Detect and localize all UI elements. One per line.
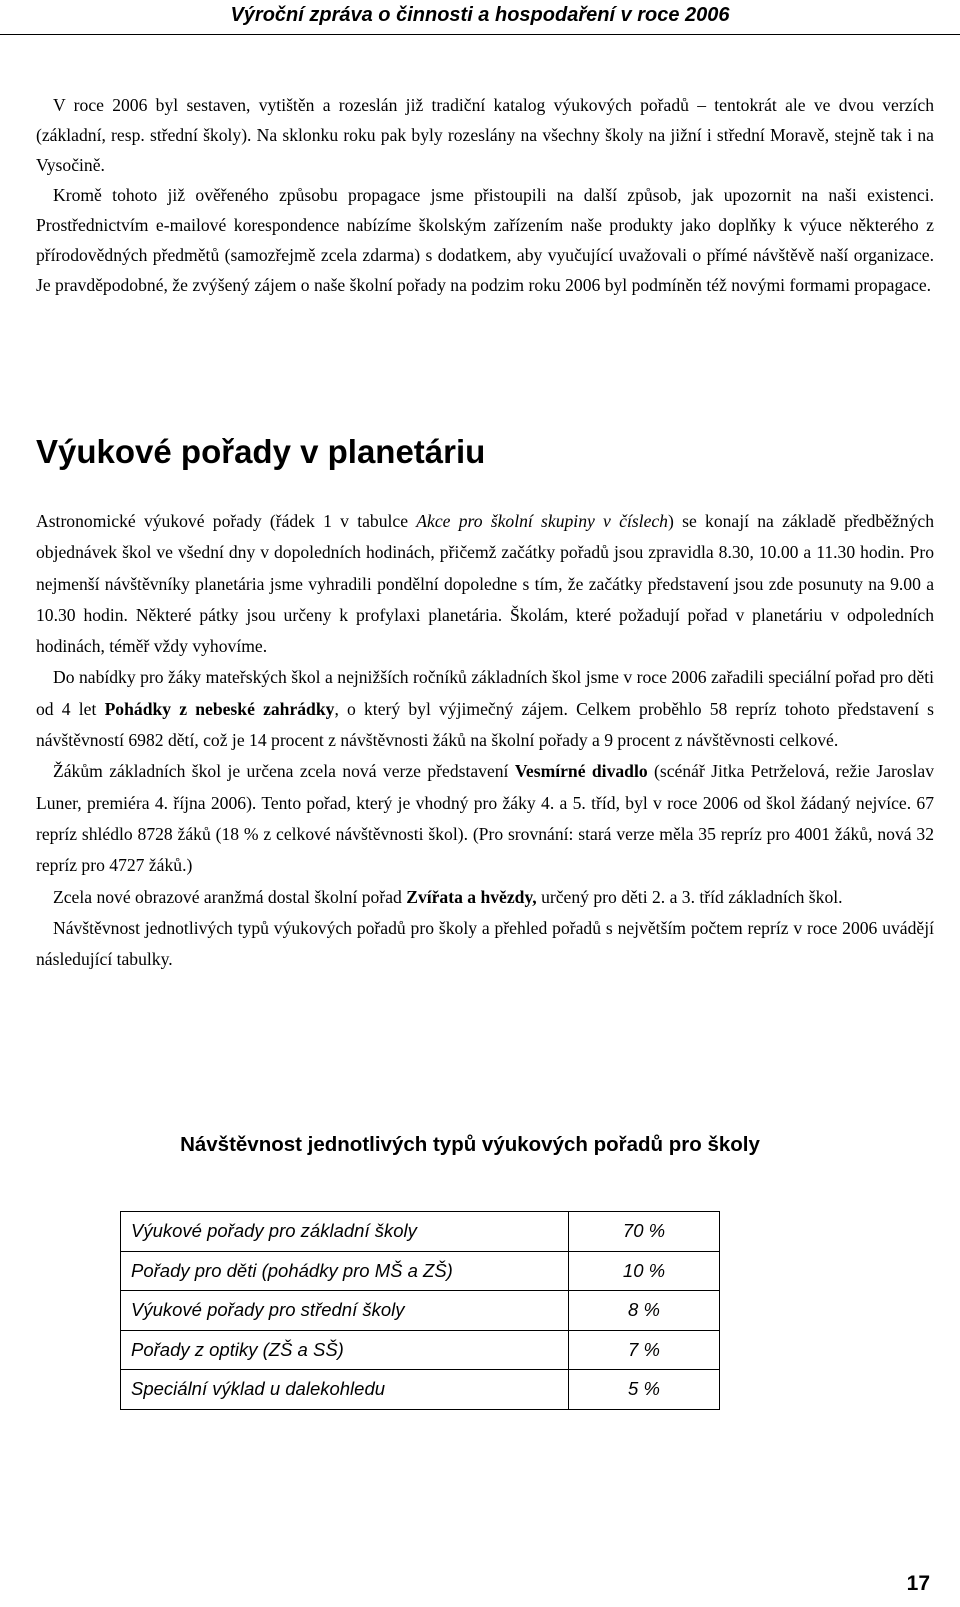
row-label: Speciální výklad u dalekohledu — [121, 1370, 569, 1410]
page-number: 17 — [906, 1572, 930, 1595]
body-paragraph-1-end: ) se konají na základě předběžných objednávek škol ve všední dny v dopoledních hodinách, přičemž začátky pořadů jsou zpravidla 8.30, 10.00 a 11.30 hodin. Pro nejmenší návštěvníky planetária jsme vyhradili pondělní dopoledne s tím, že začátky představení jsou zde posunuty na 9.00 a 10.30 hodin. Některé pátky jsou určeny k profylaxi planetária. Školám, které požadují pořad v planetáriu v odpoledních hodinách, téměř vždy vyhovíme. — [36, 511, 934, 657]
body-paragraph-1-start: Astronomické výukové pořady (řádek 1 v tabulce — [36, 511, 417, 531]
table-row — [121, 1212, 720, 1252]
body-paragraph-5: Návštěvnost jednotlivých typů výukových pořadů pro školy a přehled pořadů s největším počtem repríz v roce 2006 uvádějí následující tabulky. — [36, 917, 934, 970]
show-title-zvirata: Zvířata a hvězdy, — [406, 886, 537, 907]
row-value: 10 % — [569, 1251, 720, 1291]
attendance-table — [120, 1211, 720, 1410]
show-title-pohadky: Pohádky z nebeské zahrádky — [104, 698, 335, 719]
table-row — [121, 1251, 720, 1291]
intro-text — [36, 90, 934, 300]
body-paragraph-1 — [36, 506, 934, 662]
table-row — [121, 1330, 720, 1370]
row-label: Pořady z optiky (ZŠ a SŠ) — [121, 1330, 569, 1370]
row-label: Výukové pořady pro střední školy — [121, 1291, 569, 1331]
table-title: Návštěvnost jednotlivých typů výukových pořadů pro školy — [180, 1133, 760, 1156]
body-paragraph-2 — [36, 662, 934, 756]
row-label: Výukové pořady pro základní školy — [121, 1212, 569, 1252]
row-value: 70 % — [569, 1212, 720, 1252]
intro-paragraph-1: V roce 2006 byl sestaven, vytištěn a rozeslán již tradiční katalog výukových pořadů – tentokrát ale ve dvou verzích (základní, resp. střední školy). Na sklonku roku pak byly rozeslány na všechny školy na jižní i střední Moravě, stejně tak i na Vysočině. — [36, 95, 934, 175]
body-paragraph-3-end: (scénář Jitka Petrželová, režie Jaroslav Luner, premiéra 4. října 2006). Tento pořad, který je vhodný pro žáky 4. a 5. tříd, byl v roce 2006 od škol žádaný nejvíce. 67 repríz shlédlo 8728 žáků (18 % z celkové návštěvnosti škol). (Pro srovnání: stará verze měla 35 repríz pro 4001 žáků, nová 32 repríz pro 4727 žáků.) — [36, 761, 935, 876]
body-paragraph-3 — [36, 756, 934, 881]
body-paragraph-4-start: Zcela nové obrazové aranžmá dostal školní pořad — [53, 886, 407, 907]
row-label: Pořady pro děti (pohádky pro MŠ a ZŠ) — [121, 1251, 569, 1291]
table-row — [121, 1291, 720, 1331]
section-body — [36, 506, 934, 975]
row-value: 5 % — [569, 1370, 720, 1410]
body-paragraph-4 — [36, 882, 934, 913]
table-row — [121, 1370, 720, 1410]
header-rule — [0, 34, 960, 35]
row-value: 8 % — [569, 1291, 720, 1331]
section-heading: Výukové pořady v planetáriu — [36, 433, 486, 470]
intro-paragraph-2: Kromě tohoto již ověřeného způsobu propagace jsme přistoupili na další způsob, jak upozornit na naši existenci. Prostřednictvím e-mailové korespondence nabízíme školským zařízením naše produkty jako doplňky k výuce některého z přírodovědných předmětů (samozřejmě zcela zdarma) s dodatkem, aby vyučující uvažovali o přímé návštěvě naší organizace. Je pravděpodobné, že zvýšený zájem o naše školní pořady na podzim roku 2006 byl podmíněn též novými formami propagace. — [36, 185, 934, 295]
show-title-vesmirne-divadlo: Vesmírné divadlo — [514, 761, 648, 782]
page-header — [0, 0, 960, 34]
row-value: 7 % — [569, 1330, 720, 1370]
table-reference: Akce pro školní skupiny v číslech — [416, 511, 668, 531]
report-title: Výroční zpráva o činnosti a hospodaření v roce 2006 — [230, 4, 730, 26]
body-paragraph-3-start: Žákům základních škol je určena zcela nová verze představení — [53, 761, 515, 782]
body-paragraph-2-end: , o který byl výjimečný zájem. Celkem proběhlo 58 repríz tohoto představení s návštěvností 6982 dětí, což je 14 procent z návštěvnosti žáků na školní pořady a 9 procent z návštěvnosti celkové. — [36, 698, 935, 751]
body-paragraph-2-start: Do nabídky pro žáky mateřských škol a nejnižších ročníků základních škol jsme v roce 2006 zařadili speciální pořad pro děti od 4 let — [36, 667, 934, 719]
body-paragraph-4-end: určený pro děti 2. a 3. tříd základních škol. — [536, 886, 843, 907]
